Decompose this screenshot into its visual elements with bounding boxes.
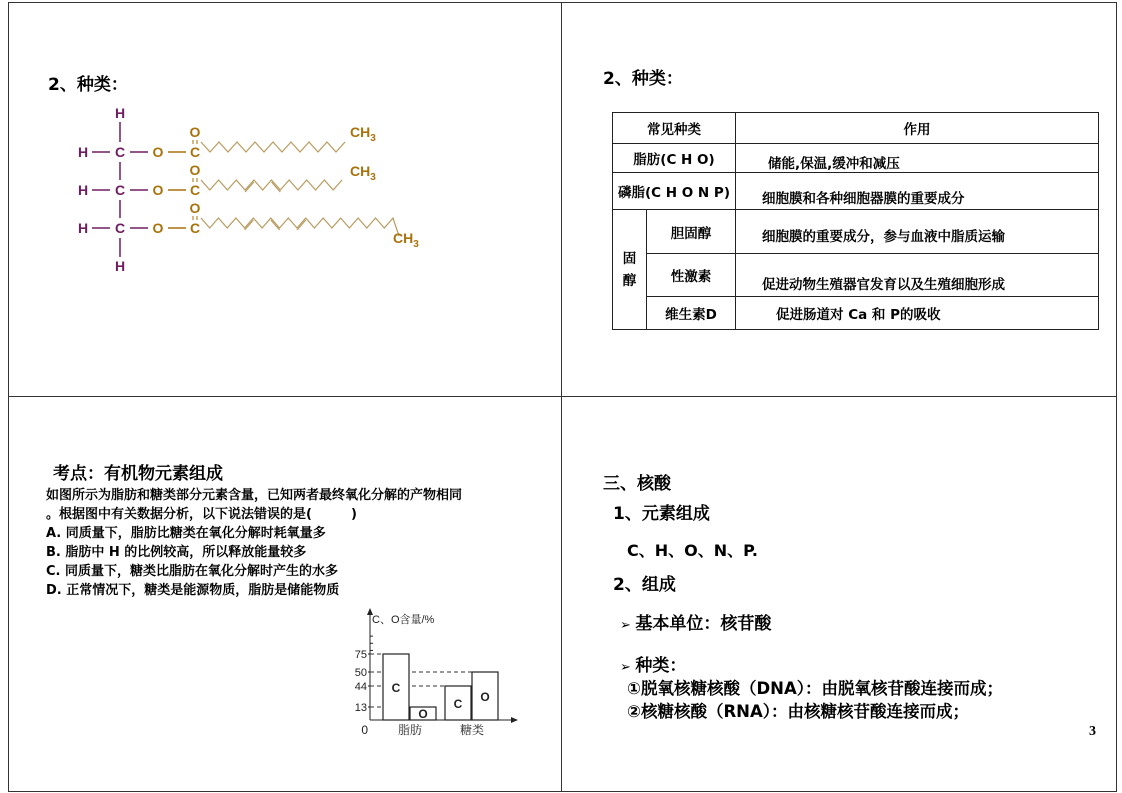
bullet-text: 种类： xyxy=(635,656,687,676)
rna-description: ②核糖核酸（RNA）：由核糖核苷酸连接而成； xyxy=(627,702,970,721)
kind-cell: 维生素D xyxy=(647,297,736,330)
kind-cell: 磷脂(C H O N P) xyxy=(613,173,736,210)
atom-c: C xyxy=(189,220,201,236)
atom-o: O xyxy=(189,124,201,140)
y-tick-label: 50 xyxy=(354,667,367,679)
bar-label: C xyxy=(391,681,401,695)
function-cell: 储能,保温,缓冲和减压 xyxy=(736,144,1099,173)
bar-label: C xyxy=(453,697,463,711)
atom-o: O xyxy=(189,162,201,178)
page-number: 3 xyxy=(1089,724,1096,739)
cis-double-bond xyxy=(271,220,280,230)
x-category-label: 脂肪 xyxy=(397,723,423,737)
arrow-bullet-icon: ➢ xyxy=(620,660,636,675)
table-row xyxy=(613,144,1099,173)
atom-o: O xyxy=(189,200,201,216)
function-cell: 促进动物生殖器官发育以及生殖细胞形成 xyxy=(736,254,1099,297)
option-b: B. 脂肪中 H 的比例较高，所以释放能量较多 xyxy=(46,545,307,560)
group-label: 固醇 xyxy=(622,250,637,289)
bullet-types xyxy=(620,651,686,676)
bullet-text: 基本单位：核苷酸 xyxy=(635,614,772,634)
cis-double-bond xyxy=(245,220,254,230)
cis-double-bond xyxy=(297,220,306,230)
header-kind: 常见种类 xyxy=(613,113,736,144)
atom-c: C xyxy=(114,144,126,160)
bar-label: O xyxy=(480,690,490,704)
table-row xyxy=(613,210,1099,254)
question-line-1: 如图所示为脂肪和糖类部分元素含量，已知两者最终氧化分解的产物相同 xyxy=(46,488,463,503)
atom-o: O xyxy=(152,182,164,198)
methyl-group: $CH_3$ xyxy=(350,163,376,183)
kind-cell: 性激素 xyxy=(647,254,736,297)
subheading-composition: 2、组成 xyxy=(613,575,676,595)
atom-h: H xyxy=(77,220,89,236)
y-tick-label: 44 xyxy=(354,681,367,693)
kind-cell: 胆固醇 xyxy=(647,210,736,254)
atom-h: H xyxy=(77,182,89,198)
option-d: D. 正常情况下，糖类是能源物质，脂肪是储能物质 xyxy=(46,583,340,598)
fatty-acid-chain xyxy=(201,142,345,152)
question-line-2: 。根据图中有关数据分析，以下说法错误的是( ) xyxy=(46,507,357,522)
atom-h: H xyxy=(77,144,89,160)
section-heading: 三、核酸 xyxy=(603,474,671,494)
slide-title: 考点：有机物元素组成 xyxy=(53,464,223,484)
atom-c: C xyxy=(114,220,126,236)
bullet-basic-unit xyxy=(620,609,771,634)
methyl-group: $CH_3$ xyxy=(393,230,419,250)
y-tick-label: 75 xyxy=(354,649,367,661)
table-row xyxy=(613,254,1099,297)
atom-c: C xyxy=(189,144,201,160)
kind-cell: 脂肪(C H O) xyxy=(613,144,736,173)
triglyceride-structure xyxy=(0,0,561,300)
element-content-chart xyxy=(345,605,525,740)
function-cell: 细胞膜和各种细胞器膜的重要成分 xyxy=(736,173,1099,210)
atom-h: H xyxy=(114,105,126,121)
cis-double-bond xyxy=(272,182,281,192)
option-c: C. 同质量下，糖类比脂肪在氧化分解时产生的水多 xyxy=(46,564,339,579)
elements-list: C、H、O、N、P. xyxy=(627,541,758,560)
cis-double-bond xyxy=(245,182,254,192)
atom-c: C xyxy=(114,182,126,198)
table-row xyxy=(613,173,1099,210)
fatty-acid-chain xyxy=(201,180,342,190)
atom-c: C xyxy=(189,182,201,198)
x-category-label: 糖类 xyxy=(459,723,485,737)
table-row xyxy=(613,297,1099,330)
table-header-row xyxy=(613,113,1099,144)
slide-title: 2、种类： xyxy=(48,75,128,95)
atom-o: O xyxy=(152,220,164,236)
origin-label: 0 xyxy=(361,723,368,737)
y-axis-label: C、O含量/% xyxy=(372,614,435,626)
lipid-types-table xyxy=(612,112,1099,330)
group-label-cell xyxy=(613,210,647,330)
subheading-elements: 1、元素组成 xyxy=(613,504,710,524)
function-cell: 细胞膜的重要成分，参与血液中脂质运输 xyxy=(736,210,1099,254)
atom-h: H xyxy=(114,258,126,274)
methyl-group: $CH_3$ xyxy=(350,124,376,144)
dna-description: ①脱氧核糖核酸（DNA）：由脱氧核苷酸连接而成； xyxy=(627,679,1003,698)
divider-horizontal xyxy=(8,396,1116,397)
slide-title: 2、种类： xyxy=(603,69,683,89)
atom-o: O xyxy=(152,144,164,160)
bar-label: O xyxy=(418,707,428,721)
function-cell: 促进肠道对 Ca 和 P的吸收 xyxy=(736,297,1099,330)
header-function: 作用 xyxy=(736,113,1099,144)
y-tick-label: 13 xyxy=(354,702,367,714)
arrow-bullet-icon: ➢ xyxy=(620,618,636,633)
option-a: A. 同质量下，脂肪比糖类在氧化分解时耗氧量多 xyxy=(46,526,326,541)
